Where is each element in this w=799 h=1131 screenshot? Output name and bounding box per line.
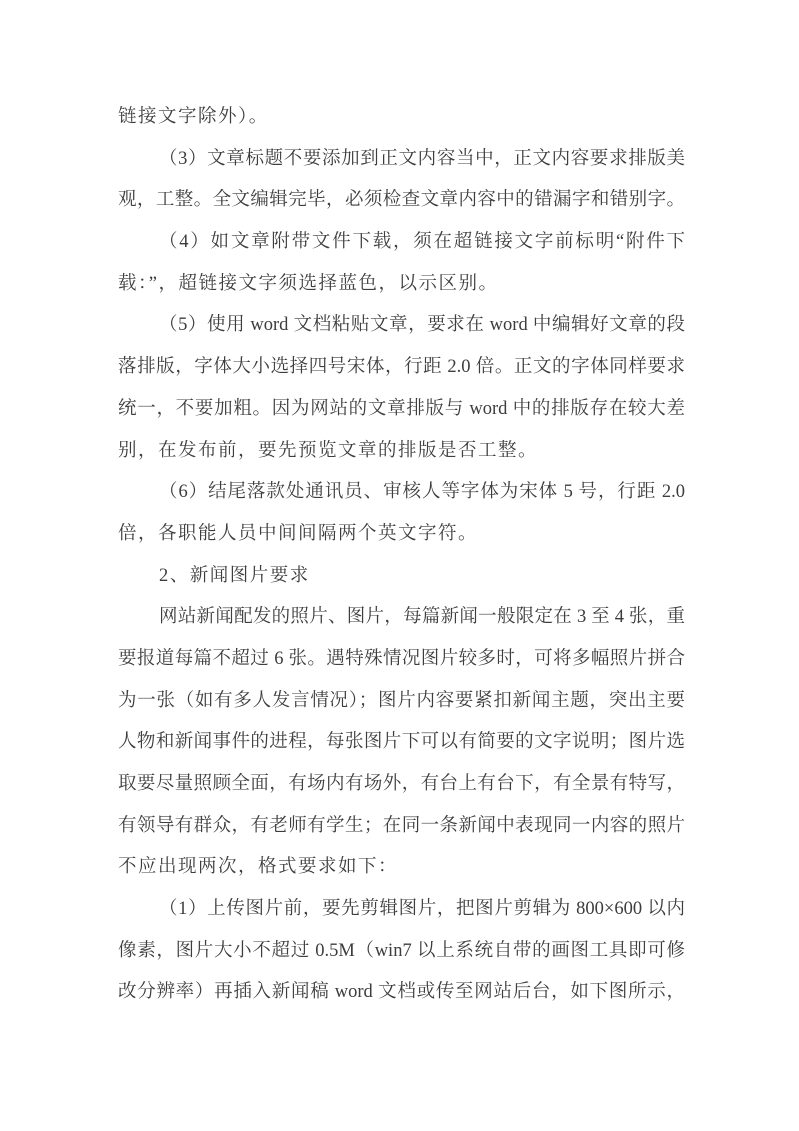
text-line: 不应出现两次，格式要求如下： xyxy=(118,857,399,878)
text-line: 取要尽量照顾全面，有场内有场外，有台上有台下，有全景有特写， xyxy=(118,774,685,794)
text-line: （3）文章标题不要添加到正文内容当中，正文内容要求排版美 xyxy=(159,148,685,169)
text-line: （1）上传图片前，要先剪辑图片，把图片剪辑为 800×600 以内 xyxy=(159,899,685,920)
text-line: 网站新闻配发的照片、图片，每篇新闻一般限定在 3 至 4 张，重 xyxy=(159,607,685,628)
text-line: 载：”，超链接文字须选择蓝色，以示区别。 xyxy=(118,273,499,294)
text-line: 改分辨率）再插入新闻稿 word 文档或传至网站后台，如下图所示， xyxy=(118,982,685,1003)
text-line: 观，工整。全文编辑完毕，必须检查文章内容中的错漏字和错别字。 xyxy=(118,190,685,211)
text-line: 倍，各职能人员中间间隔两个英文字符。 xyxy=(118,523,479,544)
text-line: （4）如文章附带文件下载，须在超链接文字前标明“附件下 xyxy=(159,232,685,253)
text-line: 别，在发布前，要先预览文章的排版是否工整。 xyxy=(118,440,539,461)
text-line: 人物和新闻事件的进程，每张图片下可以有简要的文字说明；图片选 xyxy=(118,732,685,753)
text-line: 落排版，字体大小选择四号宋体，行距 2.0 倍。正文的字体同样要求 xyxy=(118,357,685,378)
text-line: 2、新闻图片要求 xyxy=(159,565,310,586)
text-line: 为一张（如有多人发言情况）；图片内容要紧扣新闻主题，突出主要 xyxy=(118,690,685,711)
text-line: 统一，不要加粗。因为网站的文章排版与 word 中的排版存在较大差 xyxy=(118,398,685,419)
text-line: （5）使用 word 文档粘贴文章，要求在 word 中编辑好文章的段 xyxy=(159,315,685,336)
document-text-block xyxy=(118,97,685,1014)
text-line: 有领导有群众，有老师有学生；在同一条新闻中表现同一内容的照片 xyxy=(118,815,685,836)
text-line: （6）结尾落款处通讯员、审核人等字体为宋体 5 号，行距 2.0 xyxy=(159,482,685,503)
text-line: 链接文字除外）。 xyxy=(118,107,269,127)
text-line: 要报道每篇不超过 6 张。遇特殊情况图片较多时，可将多幅照片拼合 xyxy=(118,648,685,669)
text-line: 像素，图片大小不超过 0.5M（win7 以上系统自带的画图工具即可修 xyxy=(118,940,685,961)
